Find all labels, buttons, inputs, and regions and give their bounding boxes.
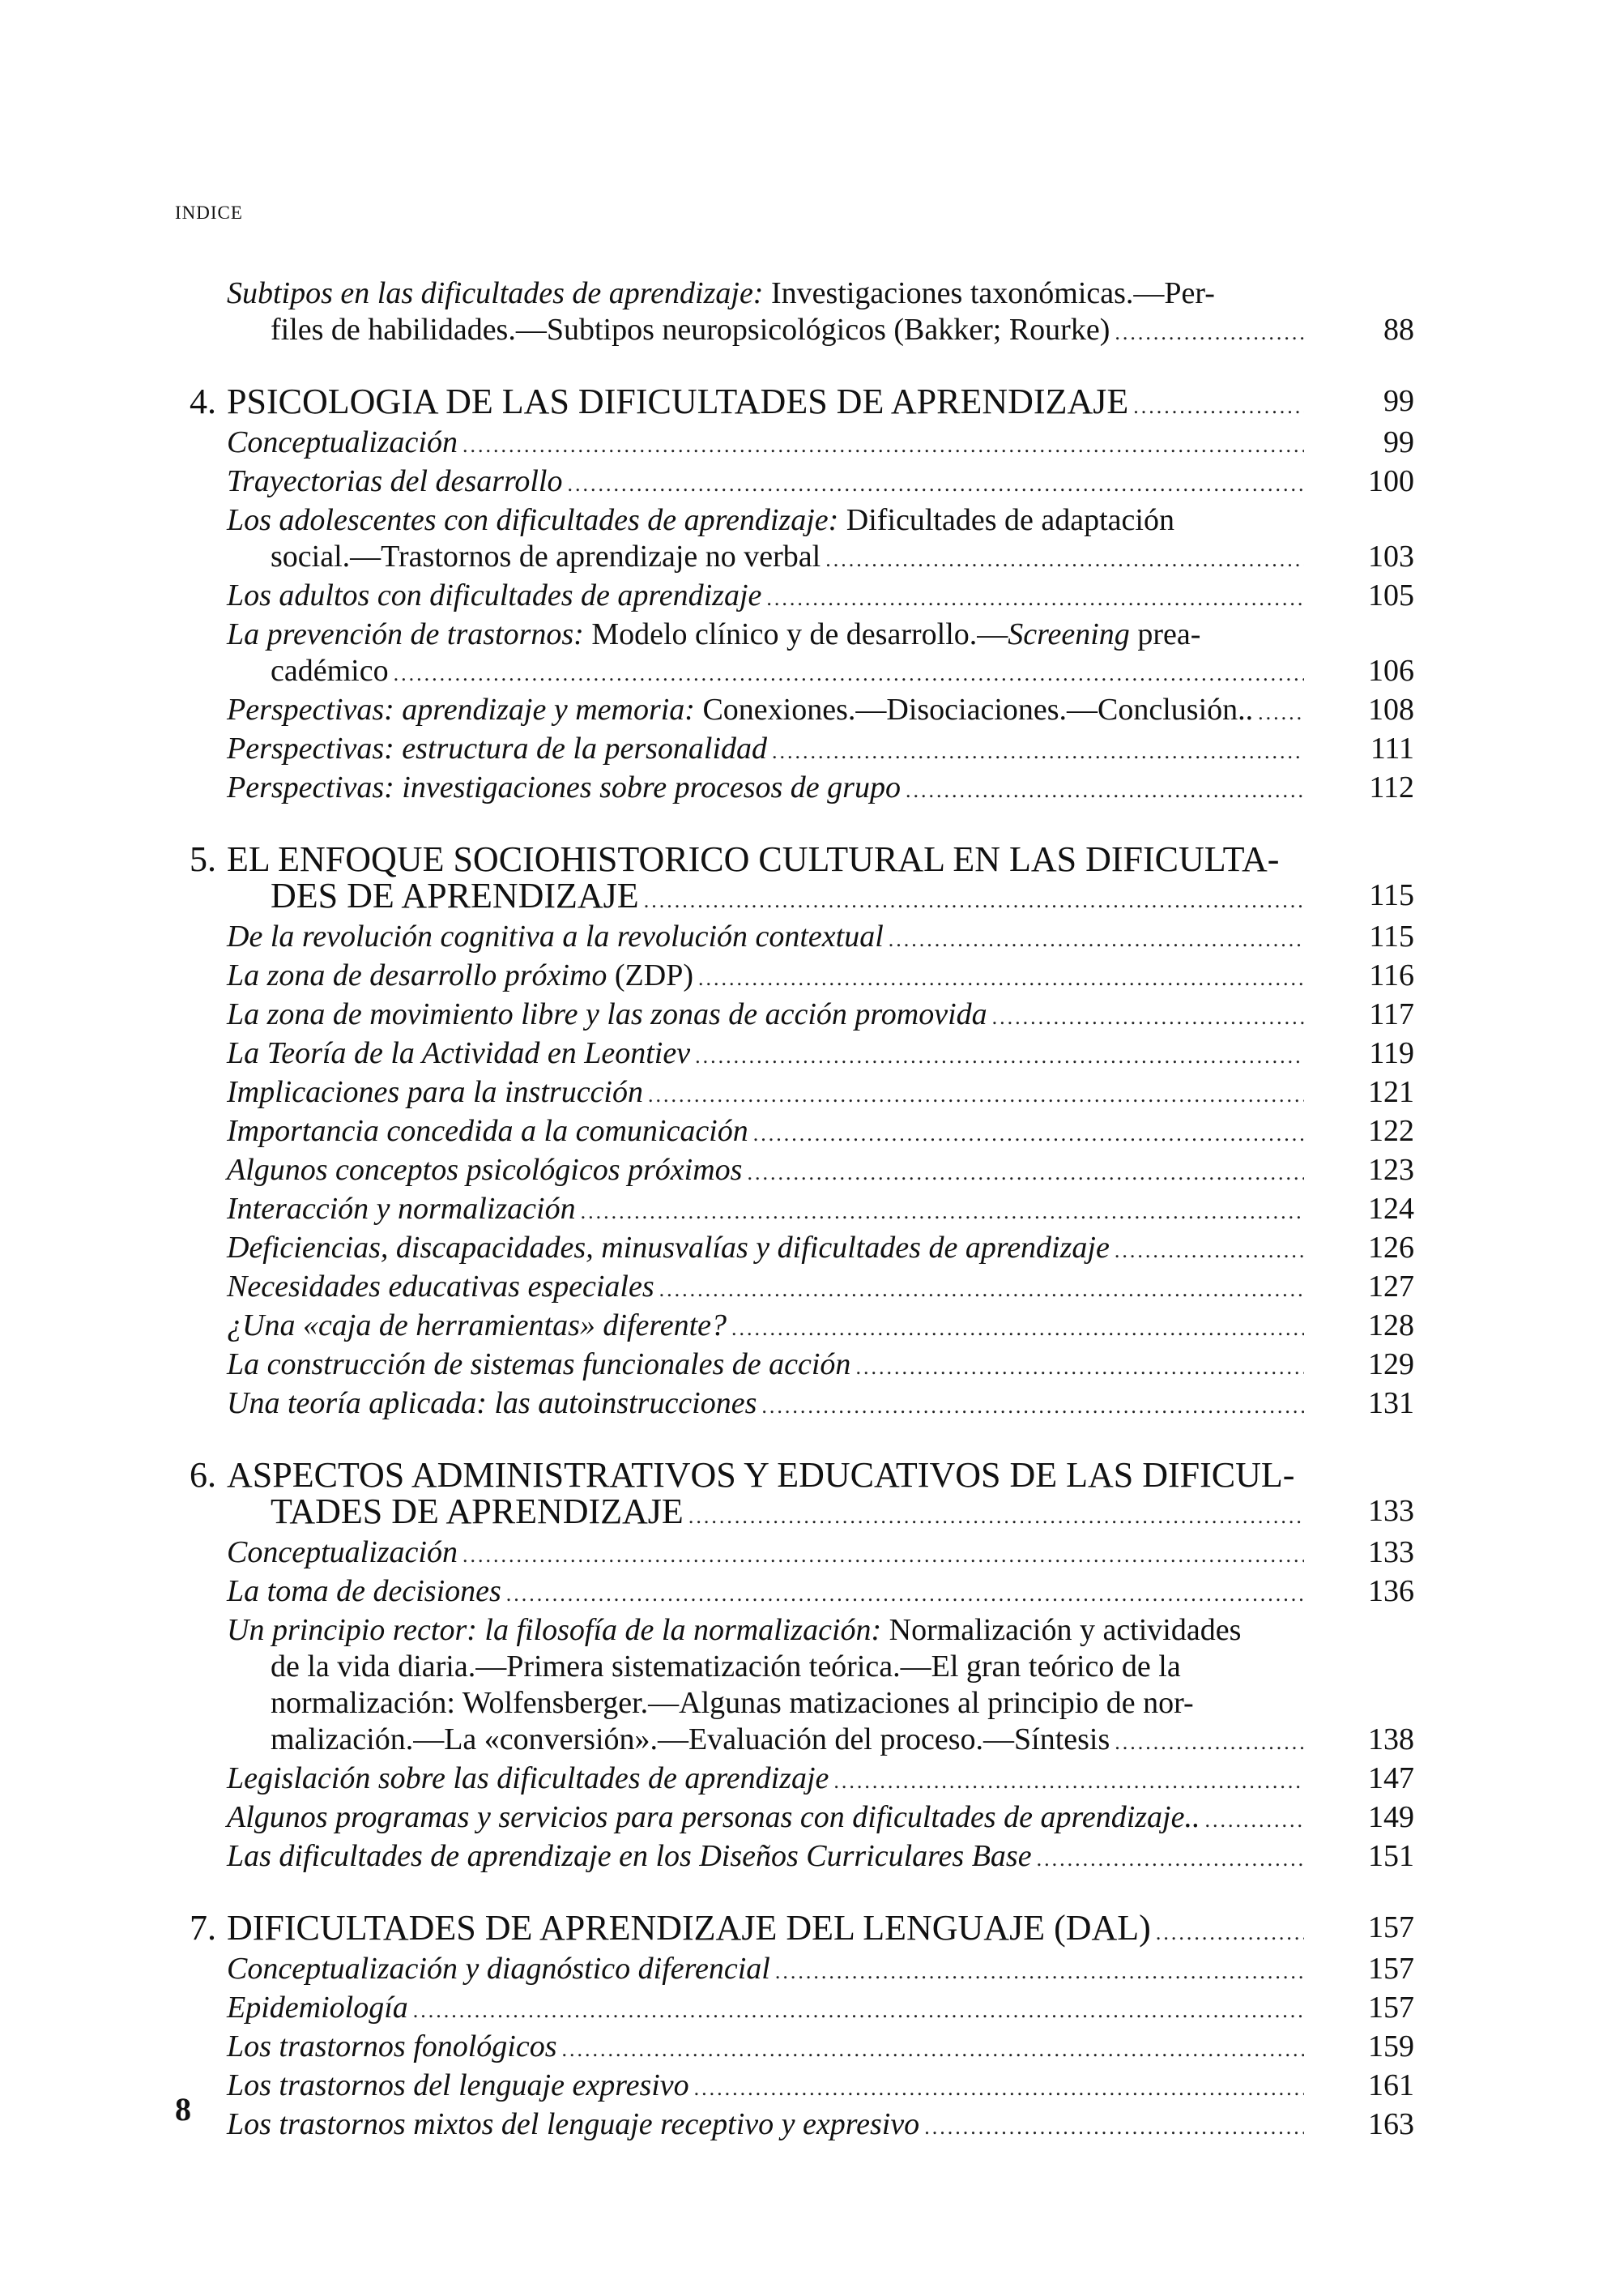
entry-text	[271, 539, 821, 575]
leader-dots	[855, 1349, 1304, 1385]
entry-plain: cadémico	[271, 654, 389, 688]
entry-italic: De la revolución cognitiva a la revolución contextual	[227, 920, 884, 954]
toc-entry	[227, 1760, 1414, 1799]
leader-dots	[772, 733, 1304, 770]
entry-italic: Screening	[1008, 617, 1130, 651]
entry-text	[227, 958, 693, 994]
entry-text	[227, 919, 884, 955]
leader-dots	[775, 1953, 1304, 1990]
entry-text	[227, 996, 987, 1033]
entry-text	[227, 463, 562, 500]
entry-plain: (ZDP)	[607, 958, 693, 992]
leader-dots	[766, 580, 1304, 617]
entry-page-number: 116	[1369, 958, 1414, 992]
toc-entry-cont	[271, 1722, 1414, 1760]
entry-page-number: 108	[1368, 693, 1414, 727]
leader-dots	[761, 1388, 1304, 1424]
toc-entry	[227, 617, 1414, 653]
entry-italic: Algunos conceptos psicológicos próximos	[227, 1153, 743, 1187]
leader-dots	[1258, 694, 1304, 731]
leader-dots	[462, 1537, 1304, 1573]
toc-entry	[227, 958, 1414, 996]
toc-chapter	[175, 383, 1414, 809]
entry-italic: Necesidades educativas especiales	[227, 1270, 654, 1304]
entry-plain: de la vida diaria.—Primera sistematización teórica.—El gran teórico de la	[271, 1649, 1181, 1684]
entry-text	[227, 1191, 576, 1227]
entry-page-number: 121	[1368, 1075, 1414, 1109]
entry-page-number: 105	[1368, 578, 1414, 612]
chapter-title-cont	[271, 877, 1414, 919]
toc-chapter	[175, 1457, 1414, 1877]
toc-chapter	[175, 1910, 1414, 2145]
toc-entry	[227, 275, 1414, 312]
entry-italic: La toma de decisiones	[227, 1574, 501, 1608]
entry-italic: Perspectivas: estructura de la personalidad	[227, 732, 768, 766]
entry-page-number: 129	[1368, 1347, 1414, 1381]
entry-text	[227, 731, 767, 767]
toc-entry	[227, 1838, 1414, 1877]
entry-text	[227, 2068, 689, 2104]
entry-page-number: 88	[1383, 313, 1414, 347]
toc-entry	[227, 731, 1414, 770]
entry-italic: ¿Una «caja de herramientas» diferente?	[227, 1308, 727, 1342]
toc-chapter	[175, 275, 1414, 351]
leader-dots	[825, 541, 1304, 578]
entry-page-number: 111	[1370, 732, 1414, 766]
leader-dots	[648, 1077, 1304, 1113]
toc-entry	[227, 1113, 1414, 1152]
entry-italic: Legislación sobre las dificultades de aprendizaje	[227, 1761, 829, 1795]
entry-page-number: 126	[1368, 1231, 1414, 1265]
leader-dots	[694, 2070, 1304, 2106]
entry-page-number: 133	[1368, 1494, 1414, 1528]
entry-text	[227, 578, 761, 614]
leader-dots	[753, 1116, 1304, 1152]
leader-dots	[659, 1271, 1304, 1308]
chapter-title-text: EL ENFOQUE SOCIOHISTORICO CULTURAL EN LAS DIFICULTA-	[227, 839, 1280, 879]
leader-dots	[562, 2031, 1304, 2068]
entry-text	[227, 1990, 408, 2026]
toc-entry	[227, 463, 1414, 502]
leader-dots	[394, 655, 1304, 692]
entry-plain: social.—Trastornos de aprendizaje no verbal	[271, 540, 821, 574]
entry-text	[227, 1113, 748, 1150]
entry-plain: prea-	[1129, 617, 1201, 651]
leader-dots	[1037, 1841, 1304, 1877]
toc-entry	[227, 578, 1414, 617]
entry-plain: Normalización y actividades	[881, 1613, 1242, 1647]
chapter-title	[190, 1457, 1414, 1493]
entry-page-number: 157	[1368, 1991, 1414, 2025]
entry-italic: Conceptualización	[227, 425, 458, 459]
leader-dots	[644, 882, 1304, 919]
entry-page-number: 115	[1369, 920, 1414, 954]
entry-page-number: 106	[1368, 654, 1414, 688]
entry-italic: Conceptualización	[227, 1535, 458, 1569]
entry-italic: Perspectivas: investigaciones sobre procesos de grupo	[227, 770, 901, 804]
entry-page-number: 100	[1368, 464, 1414, 498]
entry-text	[227, 770, 901, 806]
entry-italic: Deficiencias, discapacidades, minusvalías y dificultades de aprendizaje	[227, 1231, 1110, 1265]
entry-text	[271, 312, 1110, 348]
entry-text	[227, 1308, 727, 1344]
entry-text	[190, 383, 1128, 420]
toc-entry	[227, 1534, 1414, 1573]
entry-text	[227, 1152, 742, 1189]
entry-text	[227, 1838, 1032, 1875]
toc-entry	[227, 2106, 1414, 2145]
entry-page-number: 136	[1368, 1574, 1414, 1608]
toc-entry	[227, 1951, 1414, 1990]
toc-entry	[227, 2029, 1414, 2068]
entry-italic: Perspectivas: aprendizaje y memoria:	[227, 693, 695, 727]
toc-entry-cont	[271, 312, 1414, 351]
chapter-title-cont	[271, 1493, 1414, 1534]
leader-dots	[688, 1498, 1304, 1534]
leader-dots	[506, 1576, 1304, 1612]
entry-italic: Los adultos con dificultades de aprendizaje	[227, 578, 762, 612]
entry-text	[227, 1760, 829, 1797]
entry-page-number: 99	[1383, 384, 1414, 418]
entry-page-number: 115	[1369, 878, 1414, 912]
entry-page-number: 163	[1368, 2107, 1414, 2141]
entry-page-number: 99	[1383, 425, 1414, 459]
entry-page-number: 133	[1368, 1535, 1414, 1569]
leader-dots	[992, 999, 1304, 1035]
leader-dots	[413, 1992, 1304, 2029]
leader-dots	[1156, 1914, 1304, 1951]
entry-plain: Dificultades de adaptación	[838, 503, 1174, 537]
toc-chapter	[175, 841, 1414, 1424]
entry-text	[271, 1722, 1110, 1758]
entry-plain: normalización: Wolfensberger.—Algunas matizaciones al principio de nor-	[271, 1686, 1194, 1720]
toc-entry	[227, 2068, 1414, 2106]
entry-italic: La Teoría de la Actividad en Leontiev	[227, 1036, 691, 1070]
entry-page-number: 147	[1368, 1761, 1414, 1795]
toc-entry	[227, 1346, 1414, 1385]
toc-entry	[227, 1308, 1414, 1346]
entry-text	[227, 1573, 501, 1610]
entry-page-number: 103	[1368, 540, 1414, 574]
chapter-number: 7.	[190, 1908, 216, 1948]
entry-text	[227, 1799, 1200, 1836]
entry-page-number: 128	[1368, 1308, 1414, 1342]
entry-italic: Las dificultades de aprendizaje en los Diseños Curriculares Base	[227, 1839, 1032, 1873]
leader-dots	[906, 772, 1304, 809]
toc-entry-cont	[271, 1649, 1414, 1685]
entry-page-number: 124	[1368, 1192, 1414, 1226]
entry-italic: La construcción de sistemas funcionales de acción	[227, 1347, 851, 1381]
entry-page-number: 123	[1368, 1153, 1414, 1187]
entry-italic: La zona de desarrollo próximo	[227, 958, 607, 992]
entry-text	[227, 2029, 557, 2065]
entry-italic: Algunos programas y servicios para personas con dificultades de aprendizaje..	[227, 1800, 1200, 1834]
entry-italic: Los trastornos fonológicos	[227, 2029, 557, 2063]
page-number: 8	[175, 2091, 191, 2127]
chapter-number: 6.	[190, 1455, 216, 1495]
entry-page-number: 119	[1369, 1036, 1414, 1070]
entry-page-number: 117	[1369, 997, 1414, 1031]
entry-italic: Implicaciones para la instrucción	[227, 1075, 643, 1109]
entry-italic: Conceptualización y diagnóstico diferencial	[227, 1952, 770, 1986]
entry-plain: Modelo clínico y de desarrollo.—	[583, 617, 1008, 651]
leader-dots	[462, 427, 1304, 463]
entry-italic: Trayectorias del desarrollo	[227, 464, 563, 498]
leader-dots	[1115, 1232, 1304, 1269]
leader-dots	[731, 1310, 1304, 1346]
entry-italic: Los trastornos mixtos del lenguaje receptivo y expresivo	[227, 2107, 920, 2141]
chapter-number: 5.	[190, 839, 216, 879]
entry-page-number: 151	[1368, 1839, 1414, 1873]
toc-entry	[227, 692, 1414, 731]
toc-entry	[227, 1799, 1414, 1838]
entry-text	[227, 1230, 1110, 1266]
entry-page-number: 138	[1368, 1722, 1414, 1756]
entry-text	[227, 425, 458, 461]
entry-plain: Conexiones.—Disociaciones.—Conclusión..	[694, 693, 1254, 727]
toc-entry	[227, 1191, 1414, 1230]
toc-entry-cont	[271, 539, 1414, 578]
toc-entry	[227, 770, 1414, 809]
running-head: INDICE	[175, 203, 243, 223]
toc-entry	[227, 1269, 1414, 1308]
toc-entry	[227, 1230, 1414, 1269]
entry-page-number: 112	[1369, 770, 1414, 804]
toc-entry	[227, 1990, 1414, 2029]
entry-text	[271, 877, 639, 914]
leader-dots	[695, 1038, 1304, 1074]
entry-text	[227, 1385, 757, 1422]
entry-text	[227, 1074, 643, 1111]
entry-text	[190, 1910, 1151, 1946]
entry-text	[227, 2106, 919, 2143]
chapter-title	[190, 383, 1414, 425]
toc-entry-cont	[271, 653, 1414, 692]
leader-dots	[581, 1193, 1304, 1230]
entry-italic: Los adolescentes con dificultades de aprendizaje:	[227, 503, 839, 537]
toc-entry	[227, 1573, 1414, 1612]
entry-text	[227, 1346, 850, 1383]
entry-plain: Investigaciones taxonómicas.—Per-	[763, 276, 1215, 310]
entry-italic: Un principio rector: la filosofía de la normalización:	[227, 1613, 882, 1647]
entry-page-number: 122	[1368, 1114, 1414, 1148]
leader-dots	[1115, 1724, 1304, 1760]
leader-dots	[924, 2109, 1304, 2145]
entry-page-number: 157	[1368, 1910, 1414, 1944]
entry-page-number: 161	[1368, 2068, 1414, 2102]
entry-page-number: 157	[1368, 1952, 1414, 1986]
toc-entry	[227, 1612, 1414, 1649]
toc-entry	[227, 425, 1414, 463]
leader-dots	[1133, 388, 1304, 425]
entry-italic: Epidemiología	[227, 1991, 408, 2025]
leader-dots	[567, 466, 1304, 502]
toc-entry	[227, 1035, 1414, 1074]
entry-text	[227, 692, 1253, 728]
entry-text	[227, 1035, 690, 1072]
leader-dots	[747, 1154, 1304, 1191]
toc-entry	[227, 919, 1414, 958]
leader-dots	[1204, 1802, 1304, 1838]
entry-plain: TADES DE APRENDIZAJE	[271, 1492, 684, 1531]
entry-page-number: 127	[1368, 1270, 1414, 1304]
entry-page-number: 149	[1368, 1800, 1414, 1834]
entry-plain: malización.—La «conversión».—Evaluación del proceso.—Síntesis	[271, 1722, 1110, 1756]
chapter-title-text: ASPECTOS ADMINISTRATIVOS Y EDUCATIVOS DE LAS DIFICUL-	[227, 1455, 1295, 1495]
entry-italic: Importancia concedida a la comunicación	[227, 1114, 748, 1148]
toc-entry	[227, 1385, 1414, 1424]
entry-italic: Los trastornos del lenguaje expresivo	[227, 2068, 689, 2102]
entry-plain: DES DE APRENDIZAJE	[271, 876, 639, 915]
toc-entry-cont	[271, 1685, 1414, 1722]
entry-page-number: 159	[1368, 2029, 1414, 2063]
toc-entry	[227, 1152, 1414, 1191]
entry-text	[227, 1534, 458, 1571]
entry-italic: Subtipos en las dificultades de aprendizaje:	[227, 276, 764, 310]
table-of-contents	[175, 275, 1414, 2145]
leader-dots	[833, 1763, 1304, 1799]
toc-entry	[227, 502, 1414, 539]
entry-italic: La prevención de trastornos:	[227, 617, 584, 651]
leader-dots	[889, 921, 1304, 958]
toc-entry	[227, 996, 1414, 1035]
entry-plain: files de habilidades.—Subtipos neuropsicológicos (Bakker; Rourke)	[271, 313, 1110, 347]
chapter-title	[190, 1910, 1414, 1951]
chapter-title-text: PSICOLOGIA DE LAS DIFICULTADES DE APRENDIZAJE	[227, 382, 1129, 421]
entry-italic: La zona de movimiento libre y las zonas de acción promovida	[227, 997, 987, 1031]
entry-italic: Una teoría aplicada: las autoinstrucciones	[227, 1386, 757, 1420]
entry-text	[271, 1493, 684, 1530]
entry-text	[227, 1269, 654, 1305]
toc-entry	[227, 1074, 1414, 1113]
entry-text	[227, 1951, 770, 1987]
chapter-number: 4.	[190, 382, 216, 421]
entry-text	[271, 653, 389, 689]
chapter-title-text: DIFICULTADES DE APRENDIZAJE DEL LENGUAJE (DAL)	[227, 1908, 1151, 1948]
leader-dots	[1115, 314, 1304, 351]
entry-page-number: 131	[1368, 1386, 1414, 1420]
chapter-title	[190, 841, 1414, 877]
leader-dots	[698, 960, 1304, 996]
entry-italic: Interacción y normalización	[227, 1192, 576, 1226]
